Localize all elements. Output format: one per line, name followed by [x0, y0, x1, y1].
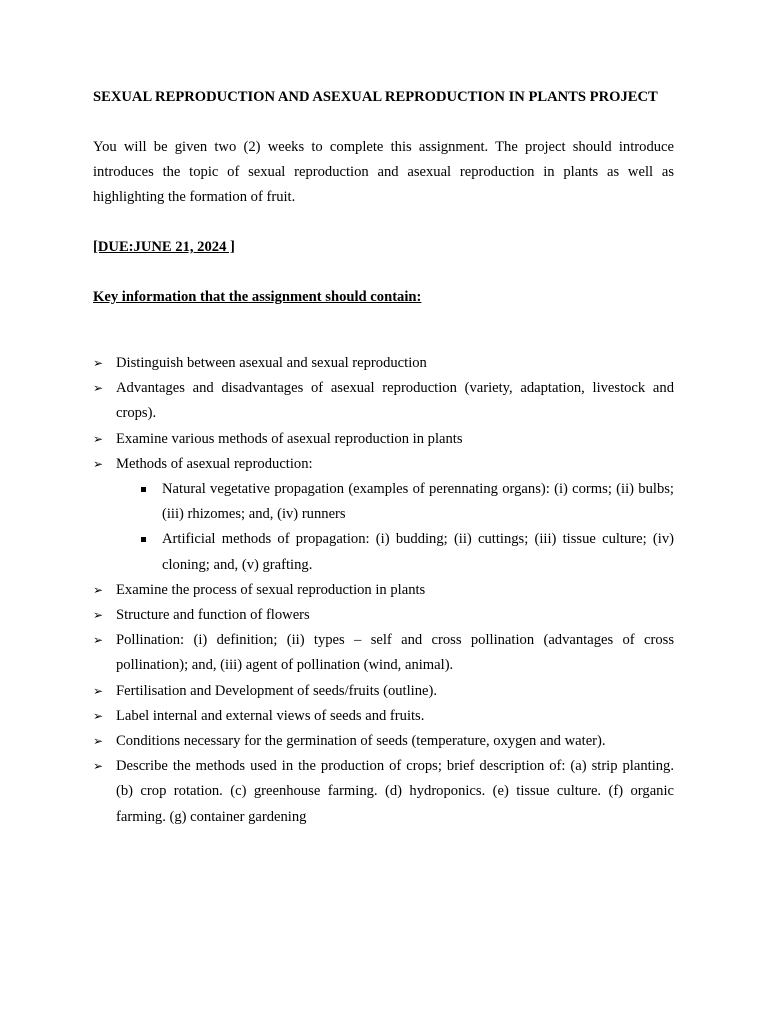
list-item-text: Advantages and disadvantages of asexual reproduction (variety, adaptation, livestock and crops). [116, 380, 674, 422]
list-item-text: Methods of asexual reproduction: [116, 455, 313, 472]
key-information-heading: Key information that the assignment should contain: [93, 289, 422, 305]
sub-list-item [116, 477, 674, 527]
list-item-text: Fertilisation and Development of seeds/fruits (outline). [116, 682, 437, 699]
sub-list-item-text: Natural vegetative propagation (examples of perennating organs): (i) corms; (ii) bulbs; (iii) rhizomes; and, (iv) runners [162, 481, 674, 523]
sub-list-item [116, 527, 674, 577]
arrow-bullet-icon: ➢ [93, 356, 104, 370]
list-item [93, 452, 674, 578]
arrow-bullet-icon: ➢ [93, 708, 104, 723]
arrow-bullet-icon: ➢ [93, 608, 104, 623]
arrow-bullet-icon: ➢ [93, 381, 104, 396]
list-item [93, 729, 674, 754]
list-item-text: Conditions necessary for the germination of seeds (temperature, oxygen and water). [116, 733, 606, 750]
intro-paragraph: You will be given two (2) weeks to complete this assignment. The project should introduce introduces the topic of sexual reproduction and asexual reproduction in plants as well as highlighting the formation of fruit. [93, 139, 674, 205]
list-item [93, 754, 674, 830]
list-item [93, 628, 674, 678]
requirements-list [93, 351, 674, 830]
list-item-text: Examine various methods of asexual reproduction in plants [116, 430, 463, 447]
list-item [93, 603, 674, 628]
square-bullet-icon [141, 487, 146, 492]
list-item [93, 427, 674, 452]
due-date: [DUE:JUNE 21, 2024 ] [93, 239, 235, 255]
document-title: SEXUAL REPRODUCTION AND ASEXUAL REPRODUCTION IN PLANTS PROJECT [93, 89, 658, 105]
list-item [93, 704, 674, 729]
list-item [93, 679, 674, 704]
arrow-bullet-icon: ➢ [93, 431, 104, 446]
list-item-text: Pollination: (i) definition; (ii) types – self and cross pollination (advantages of cross pollination); and, (iii) agent of pollination (wind, animal). [116, 632, 674, 674]
list-item [93, 376, 674, 426]
list-item [93, 578, 674, 603]
arrow-bullet-icon: ➢ [93, 759, 104, 774]
sub-list-item-text: Artificial methods of propagation: (i) budding; (ii) cuttings; (iii) tissue culture; (iv) cloning; and, (v) grafting. [162, 531, 674, 573]
square-bullet-icon [141, 537, 146, 542]
list-item-text: Label internal and external views of seeds and fruits. [116, 707, 425, 724]
list-item-text: Distinguish between asexual and sexual reproduction [116, 355, 427, 371]
arrow-bullet-icon: ➢ [93, 456, 104, 471]
arrow-bullet-icon: ➢ [93, 734, 104, 749]
sub-list [116, 477, 674, 578]
arrow-bullet-icon: ➢ [93, 683, 104, 698]
arrow-bullet-icon: ➢ [93, 633, 104, 648]
list-item-text: Structure and function of flowers [116, 607, 310, 624]
list-item-text: Examine the process of sexual reproduction in plants [116, 581, 426, 598]
list-item [93, 351, 674, 376]
list-item-text: Describe the methods used in the production of crops; brief description of: (a) strip planting. (b) crop rotation. (c) greenhouse farming. (d) hydroponics. (e) tissue culture. (f) organic farming. (g) container gardening [116, 758, 674, 825]
arrow-bullet-icon: ➢ [93, 582, 104, 597]
